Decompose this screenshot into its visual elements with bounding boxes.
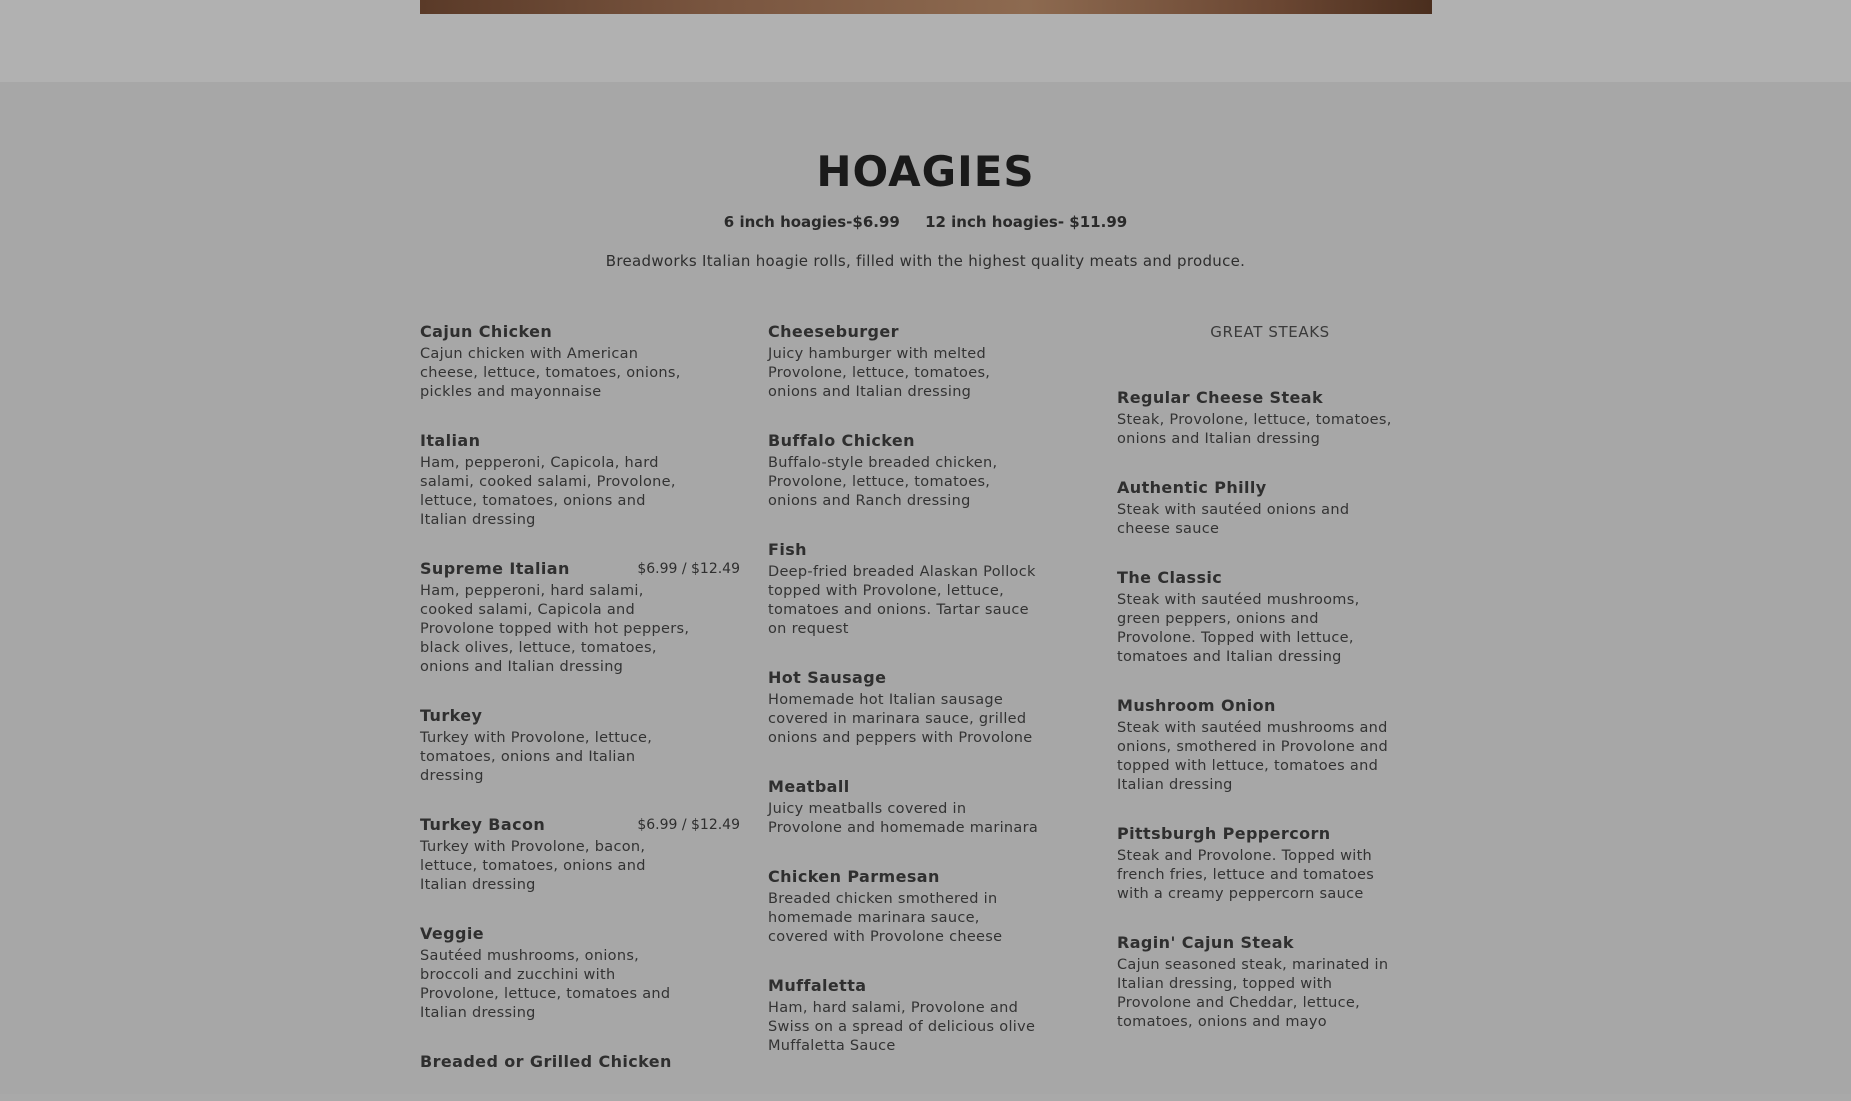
item-description: Steak and Provolone. Topped with french fries, lettuce and tomatoes with a creamy peppercorn sauce	[1117, 848, 1375, 902]
item-name: Hot Sausage	[768, 668, 887, 687]
menu-item	[768, 776, 1068, 838]
item-description: Breaded chicken smothered in homemade marinara sauce, covered with Provolone cheese	[768, 891, 1003, 945]
menu-item	[1117, 387, 1397, 449]
menu-item	[1117, 477, 1397, 539]
steaks-heading: GREAT STEAKS	[1210, 323, 1330, 341]
menu-item	[420, 430, 740, 530]
item-price: $6.99 / $12.49	[637, 817, 740, 833]
menu-item	[1117, 823, 1397, 904]
top-band	[0, 0, 1851, 82]
menu-item	[420, 1051, 740, 1073]
item-name: Authentic Philly	[1117, 478, 1267, 497]
item-description: Juicy hamburger with melted Provolone, lettuce, tomatoes, onions and Italian dressing	[768, 346, 991, 400]
item-name: The Classic	[1117, 568, 1223, 587]
item-description: Buffalo-style breaded chicken, Provolone, lettuce, tomatoes, onions and Ranch dressing	[768, 455, 998, 509]
item-name: Muffaletta	[768, 976, 867, 995]
item-description: Steak with sautéed mushrooms and onions, smothered in Provolone and topped with lettuce, tomatoes and Italian dressing	[1117, 720, 1389, 793]
item-name: Pittsburgh Peppercorn	[1117, 824, 1331, 843]
section-intro: Breadworks Italian hoagie rolls, filled with the highest quality meats and produce.	[605, 252, 1246, 270]
menu-item	[768, 866, 1068, 947]
item-description: Cajun seasoned steak, marinated in Italian dressing, topped with Provolone and Cheddar, lettuce, tomatoes, onions and mayo	[1117, 957, 1389, 1030]
item-name: Turkey	[420, 706, 483, 725]
item-name: Fish	[768, 540, 807, 559]
hoagies-section	[0, 82, 1851, 1094]
item-name: Buffalo Chicken	[768, 431, 915, 450]
menu-column-3	[1117, 321, 1397, 1060]
item-description: Sautéed mushrooms, onions, broccoli and zucchini with Provolone, lettuce, tomatoes and Italian dressing	[420, 948, 671, 1021]
item-name: Cheeseburger	[768, 322, 899, 341]
item-name: Chicken Parmesan	[768, 867, 940, 886]
item-description: Steak, Provolone, lettuce, tomatoes, onions and Italian dressing	[1117, 412, 1392, 447]
item-name: Ragin' Cajun Steak	[1117, 933, 1294, 952]
menu-item	[768, 321, 1068, 402]
menu-item	[768, 975, 1068, 1056]
menu-item	[420, 923, 740, 1023]
price-12-inch: 12 inch hoagies- $11.99	[925, 213, 1128, 231]
item-description: Turkey with Provolone, lettuce, tomatoes, onions and Italian dressing	[420, 730, 653, 784]
item-name: Supreme Italian	[420, 559, 570, 578]
size-prices	[0, 213, 1851, 231]
menu-item	[420, 321, 740, 402]
menu-item	[768, 539, 1068, 639]
item-description: Homemade hot Italian sausage covered in marinara sauce, grilled onions and peppers with Provolone	[768, 692, 1033, 746]
hero-image	[420, 0, 1432, 14]
item-description: Ham, pepperoni, hard salami, cooked salami, Capicola and Provolone topped with hot peppers, black olives, lettuce, tomatoes, onions and Italian dressing	[420, 583, 690, 675]
menu-item	[1117, 567, 1397, 667]
item-description: Steak with sautéed mushrooms, green peppers, onions and Provolone. Topped with lettuce, tomatoes and Italian dressing	[1117, 592, 1360, 665]
item-name: Veggie	[420, 924, 485, 943]
item-description: Deep-fried breaded Alaskan Pollock topped with Provolone, lettuce, tomatoes and onions. Tartar sauce on request	[768, 564, 1036, 637]
item-name: Mushroom Onion	[1117, 696, 1276, 715]
item-price: $6.99 / $12.49	[637, 561, 740, 577]
item-description: Ham, pepperoni, Capicola, hard salami, cooked salami, Provolone, lettuce, tomatoes, onions and Italian dressing	[420, 455, 676, 528]
menu-item	[1117, 932, 1397, 1032]
item-description: Juicy meatballs covered in Provolone and homemade marinara	[768, 801, 1039, 836]
menu-item	[420, 814, 740, 895]
item-description: Steak with sautéed onions and cheese sauce	[1117, 502, 1350, 537]
item-name: Cajun Chicken	[420, 322, 553, 341]
item-description: Turkey with Provolone, bacon, lettuce, tomatoes, onions and Italian dressing	[420, 839, 646, 893]
item-name: Meatball	[768, 777, 850, 796]
menu-column-2	[768, 321, 1068, 1084]
price-6-inch: 6 inch hoagies-$6.99	[723, 213, 900, 231]
menu-item	[768, 667, 1068, 748]
menu-item	[1117, 695, 1397, 795]
item-name: Breaded or Grilled Chicken	[420, 1052, 672, 1071]
item-name: Turkey Bacon	[420, 815, 546, 834]
menu-item	[420, 558, 740, 677]
item-description: Cajun chicken with American cheese, lettuce, tomatoes, onions, pickles and mayonnaise	[420, 346, 681, 400]
menu-item	[420, 705, 740, 786]
menu-item	[768, 430, 1068, 511]
item-name: Regular Cheese Steak	[1117, 388, 1323, 407]
item-name: Italian	[420, 431, 481, 450]
section-title: HOAGIES	[816, 147, 1035, 196]
menu-column-1	[420, 321, 740, 1101]
item-description: Ham, hard salami, Provolone and Swiss on a spread of delicious olive Muffaletta Sauce	[768, 1000, 1036, 1054]
